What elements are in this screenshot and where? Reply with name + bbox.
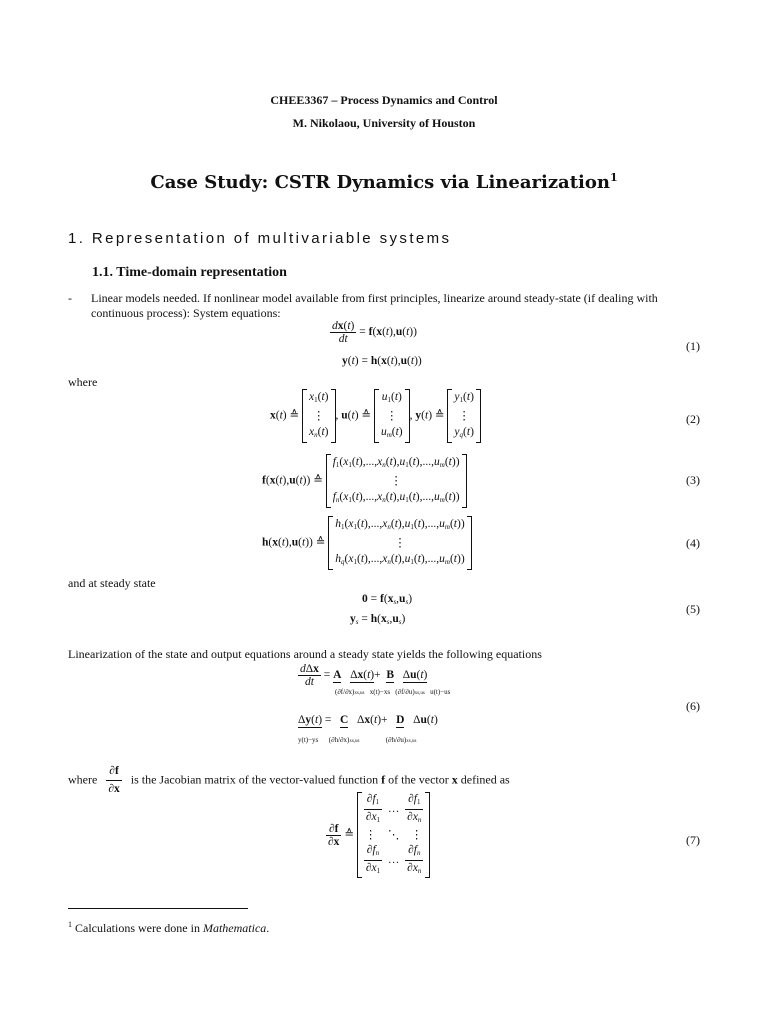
footnote bbox=[68, 916, 269, 937]
bullet-marker: - bbox=[68, 291, 72, 305]
paragraph-line: where bbox=[68, 375, 98, 389]
page-title-text: Case Study: CSTR Dynamics via Linearization bbox=[150, 172, 610, 193]
equation-number: (2) bbox=[686, 412, 700, 426]
footnote-end: . bbox=[266, 921, 270, 935]
jacobian-sentence: where $\frac{\partial f}{\partial x}$ is the Jacobian matrix of the vector-valued function f of the vector x defined as bbox=[68, 765, 510, 795]
equation-4: h(x(t),u(t)) ≙ $h_1(x_1(t),...,x_n(t),u_1(t),...,u_m(t))$ ⋮ $h_q(x_1(t),...,x_n(t),u_1(t),...,u_m(t))$ bbox=[262, 516, 472, 570]
footnote-text: Calculations were done in bbox=[75, 921, 200, 935]
footnote-mark: 1 bbox=[68, 920, 72, 929]
paragraph-word: defined as bbox=[460, 772, 510, 787]
equation-1-output: y(t) = h(x(t),u(t)) bbox=[342, 355, 422, 367]
equation-number: (3) bbox=[686, 473, 700, 487]
equation-6-output: Δy(t) = C Δx(t)+ D Δu(t) bbox=[298, 714, 438, 726]
footnote-italic: Mathematica bbox=[202, 921, 267, 935]
paragraph-line: Linear models needed. If nonlinear model available from first principles, linearize around steady-state (if dealing with bbox=[91, 291, 658, 305]
paragraph-line: and at steady state bbox=[68, 576, 156, 590]
author-header: M. Nikolaou, University of Houston bbox=[292, 116, 476, 130]
equation-number: (7) bbox=[686, 833, 700, 847]
equation-7: $\frac{\partial f}{\partial x}$ ≙ $\frac{\partial f_1}{\partial x_1}$ … $\frac{\partial f_1}{\partial x_n}$ ⋮ ⋱ ⋮ $\frac{\partial f_n}{\partial x_1}$ … $\frac{\partial f_n}{\partial x_n}$ bbox=[326, 792, 430, 878]
equation-6-output-annotations: y(t)−ys (∂h/∂x)xs,us (∂h/∂u)xs,us bbox=[298, 736, 417, 744]
footnote-rule bbox=[68, 908, 248, 909]
equation-5-state: $0 = f(x_s,u_s)$ bbox=[362, 593, 413, 606]
paragraph-word: of the vector bbox=[388, 772, 449, 787]
paragraph-word: x bbox=[451, 772, 458, 787]
paragraph-line: continuous process): System equations: bbox=[91, 306, 281, 320]
subsection-heading: 1.1. Time-domain representation bbox=[92, 265, 287, 280]
paragraph-word: f bbox=[381, 772, 386, 787]
equation-2: x(t) ≙ $x_1(t)$ ⋮ $x_n(t)$ , u(t) ≙ $u_1(t)$ ⋮ $u_m(t)$ , y(t) ≙ $y_1(t)$ ⋮ $y_q(t)$ bbox=[270, 389, 481, 443]
equation-5-output: $y_s = h(x_s,u_s)$ bbox=[350, 613, 406, 626]
equation-number: (5) bbox=[686, 602, 700, 616]
equation-1-state: $\frac{dx(t)}{dt}$ = f(x(t),u(t)) bbox=[332, 320, 417, 345]
equation-number: (4) bbox=[686, 536, 700, 550]
paragraph-word: is the Jacobian matrix of the vector-valued function bbox=[130, 772, 379, 787]
equation-3: f(x(t),u(t)) ≙ $f_1(x_1(t),...,x_n(t),u_1(t),...,u_m(t))$ ⋮ $f_n(x_1(t),...,x_n(t),u_1(t),...,u_m(t))$ bbox=[262, 454, 467, 508]
paragraph-word: where bbox=[68, 772, 98, 787]
equation-6-state: $\frac{\text{dΔx}}{dt}$ = A Δx(t)+ B Δu(t) bbox=[300, 663, 428, 688]
equation-number: (6) bbox=[686, 699, 700, 713]
equation-number: (1) bbox=[686, 339, 700, 353]
paragraph-line: Linearization of the state and output equations around a steady state yields the following equations bbox=[68, 647, 542, 661]
title-footnote-mark: 1 bbox=[609, 171, 618, 184]
equation-6-annotations: (∂f/∂x)xs,us x(t)−xs (∂f/∂u)xs,us u(t)−us bbox=[335, 688, 451, 696]
course-header: CHEE3367 – Process Dynamics and Control bbox=[270, 93, 498, 107]
section-heading: 1. Representation of multivariable systems bbox=[68, 230, 452, 247]
page-title bbox=[0, 171, 768, 193]
